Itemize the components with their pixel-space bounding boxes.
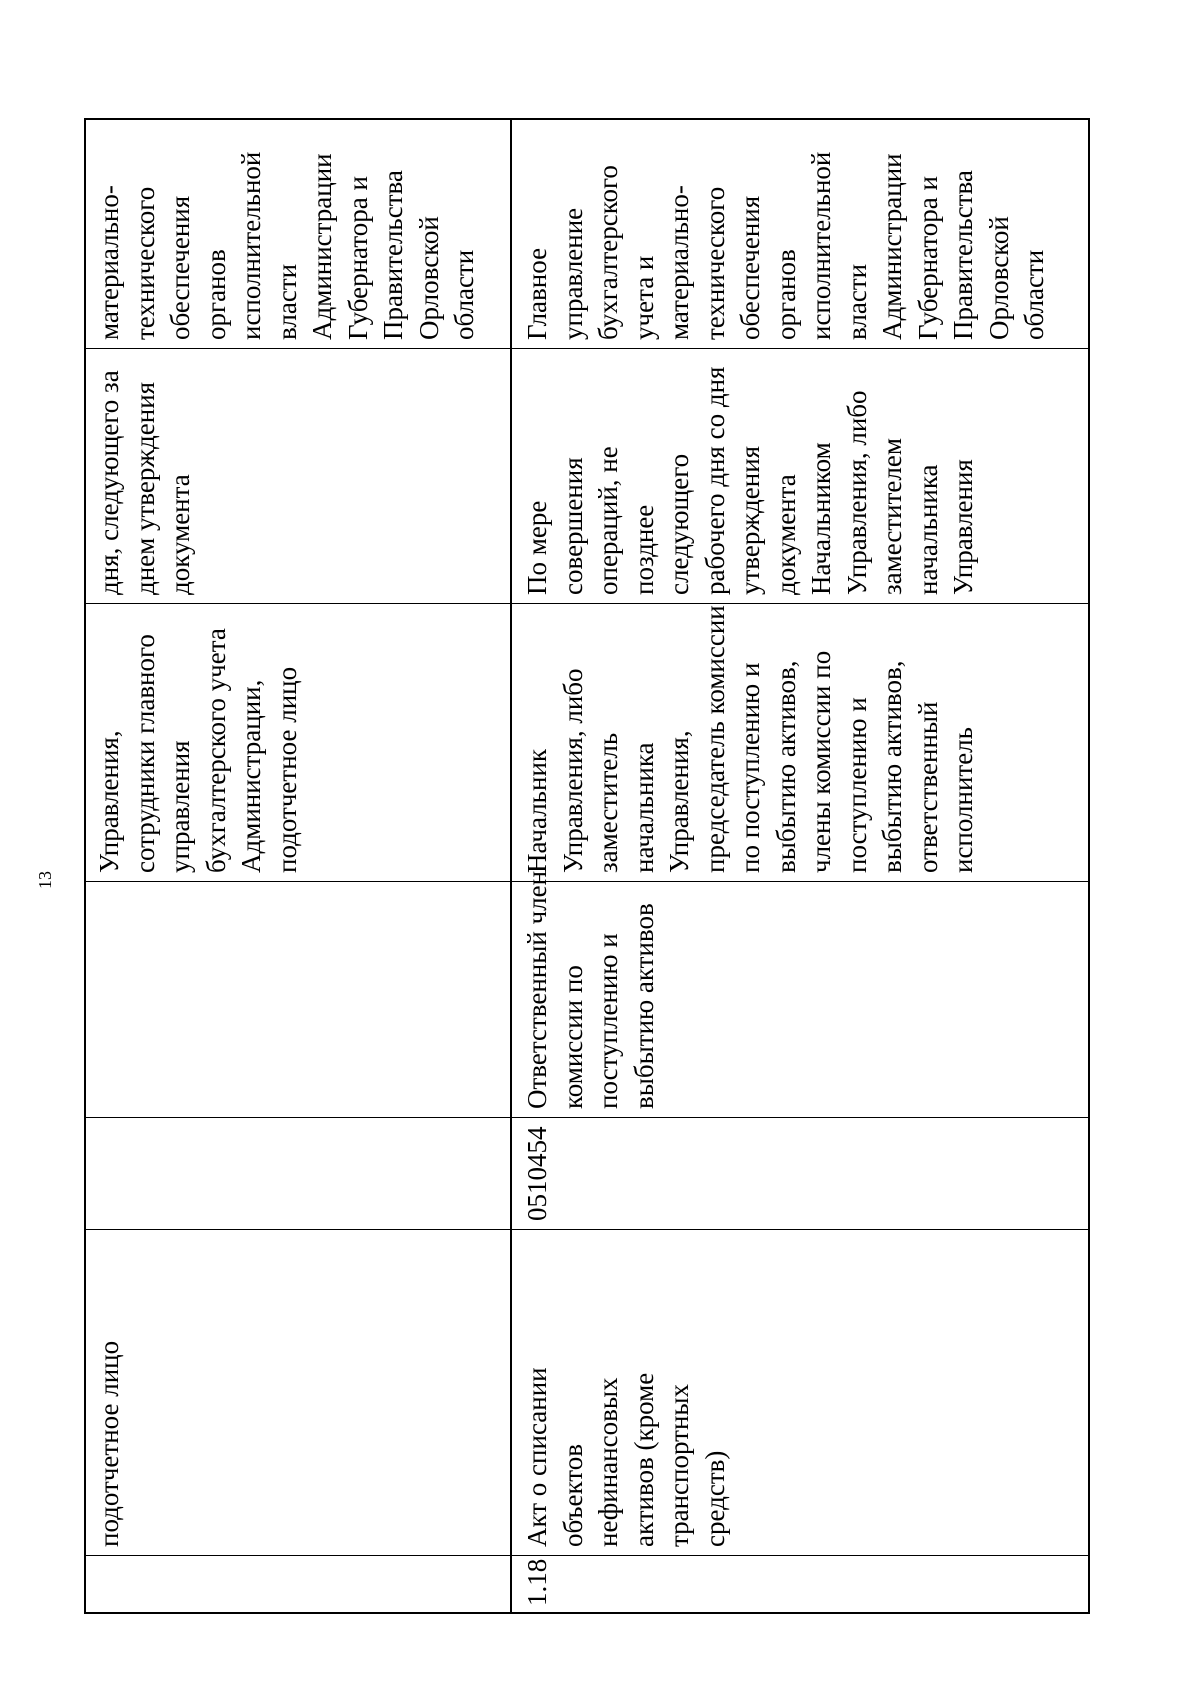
text-line: Управления, xyxy=(94,730,124,873)
text-line: власти xyxy=(841,263,872,340)
text-line: Правительства xyxy=(378,170,408,340)
text-line: комиссии по xyxy=(557,965,588,1109)
text-line: органов xyxy=(200,249,231,340)
text-line: сотрудники главного xyxy=(129,634,160,873)
cell-number xyxy=(84,1556,510,1614)
text-line: Администрации xyxy=(307,153,337,340)
text-line: Начальник xyxy=(522,748,552,873)
text-line: Управления, xyxy=(664,730,694,873)
text-line: исполнительной xyxy=(806,151,836,340)
text-line: днем утверждения xyxy=(129,381,160,595)
table-row-1-18 xyxy=(512,118,1090,1614)
text-line: области xyxy=(449,249,479,340)
text-line: поступлению и xyxy=(593,933,623,1109)
text-line: Администрации xyxy=(877,153,907,340)
text-line: области xyxy=(1019,249,1049,340)
text-line: Ответственный член xyxy=(522,870,552,1109)
cell-responsible-preparation xyxy=(84,882,510,1118)
text-line: выбытию активов, xyxy=(770,660,801,873)
text-line: подотчетное лицо xyxy=(271,666,302,873)
text-line: документа xyxy=(165,474,195,595)
text-line: Управления, либо xyxy=(841,390,872,595)
text-line: технического xyxy=(129,186,160,340)
page-number: 13 xyxy=(35,871,55,889)
text-line: документа xyxy=(770,474,801,595)
text-line: поступлению и xyxy=(841,697,872,873)
text-line: ответственный xyxy=(912,701,943,873)
text-line: материально- xyxy=(664,185,694,340)
text-line: выбытию активов xyxy=(628,903,659,1109)
text-line: исполнитель xyxy=(948,727,978,873)
text-line: Начальником xyxy=(806,442,836,595)
cell-number: 1.18 xyxy=(522,1558,552,1606)
text-line: Губернатора и xyxy=(912,176,943,340)
text-line: позднее xyxy=(628,504,659,595)
text-line: Администрации, xyxy=(236,679,266,873)
text-line: по поступлению и xyxy=(735,662,765,873)
text-line: Акт о списании xyxy=(522,1367,552,1547)
text-line: Орловской xyxy=(413,216,444,340)
cell-signers xyxy=(84,604,510,882)
text-line: утверждения xyxy=(735,445,765,595)
text-line: средств) xyxy=(699,1450,730,1547)
text-line: исполнительной xyxy=(236,151,266,340)
cell-responsible-preparation xyxy=(512,870,1090,1118)
cell-deadline xyxy=(512,349,1090,604)
text-line: Управления, либо xyxy=(557,668,588,873)
cell-recipient xyxy=(512,118,1090,349)
text-line: совершения xyxy=(557,457,588,595)
cell-form-code: 0510454 xyxy=(512,1118,1090,1230)
cell-document xyxy=(512,1230,1090,1556)
text-line: бухгалтерского учета xyxy=(200,628,231,873)
text-line: операций, не xyxy=(593,446,623,595)
text-line: заместителем xyxy=(877,438,907,595)
text-line: заместитель xyxy=(593,732,623,873)
text-line: нефинансовых xyxy=(593,1377,623,1547)
text-line: Губернатора и xyxy=(342,176,373,340)
cell-form-code xyxy=(84,1118,510,1230)
text-line: материально- xyxy=(94,185,124,340)
rotated-table xyxy=(84,118,1090,1614)
text-line: Правительства xyxy=(948,170,978,340)
cell-deadline xyxy=(84,349,510,604)
cell-signers xyxy=(512,604,1090,882)
text-line: власти xyxy=(271,263,302,340)
text-line: обеспечения xyxy=(165,195,195,340)
text-line: органов xyxy=(770,249,801,340)
text-line: рабочего дня со дня xyxy=(699,366,730,595)
text-line: бухгалтерского xyxy=(593,165,623,340)
cell-document xyxy=(84,1230,510,1556)
text-line: По мере xyxy=(522,500,552,595)
text-line: Орловской xyxy=(983,216,1014,340)
text-line: дня, следующего за xyxy=(94,370,124,595)
text-line: объектов xyxy=(557,1444,588,1547)
text-line: управления xyxy=(165,740,195,873)
text-line: обеспечения xyxy=(735,195,765,340)
text-line: члены комиссии по xyxy=(806,650,836,873)
table-row-continuation xyxy=(84,118,512,1614)
text-line: Главное xyxy=(522,247,552,340)
text-line: председатель комиссии xyxy=(699,605,730,873)
text-line: выбытию активов, xyxy=(877,660,907,873)
text-line: Управления xyxy=(948,459,978,595)
cell-recipient xyxy=(84,118,510,349)
text-line: активов (кроме xyxy=(628,1372,659,1547)
text-line: транспортных xyxy=(664,1383,694,1547)
text-line: управление xyxy=(557,207,588,340)
text-line: технического xyxy=(699,186,730,340)
text-line: следующего xyxy=(664,453,694,595)
text-line: учета и xyxy=(628,255,659,340)
text-line: начальника xyxy=(628,742,659,873)
text-line: подотчетное лицо xyxy=(94,1340,124,1547)
text-line: начальника xyxy=(912,464,943,595)
